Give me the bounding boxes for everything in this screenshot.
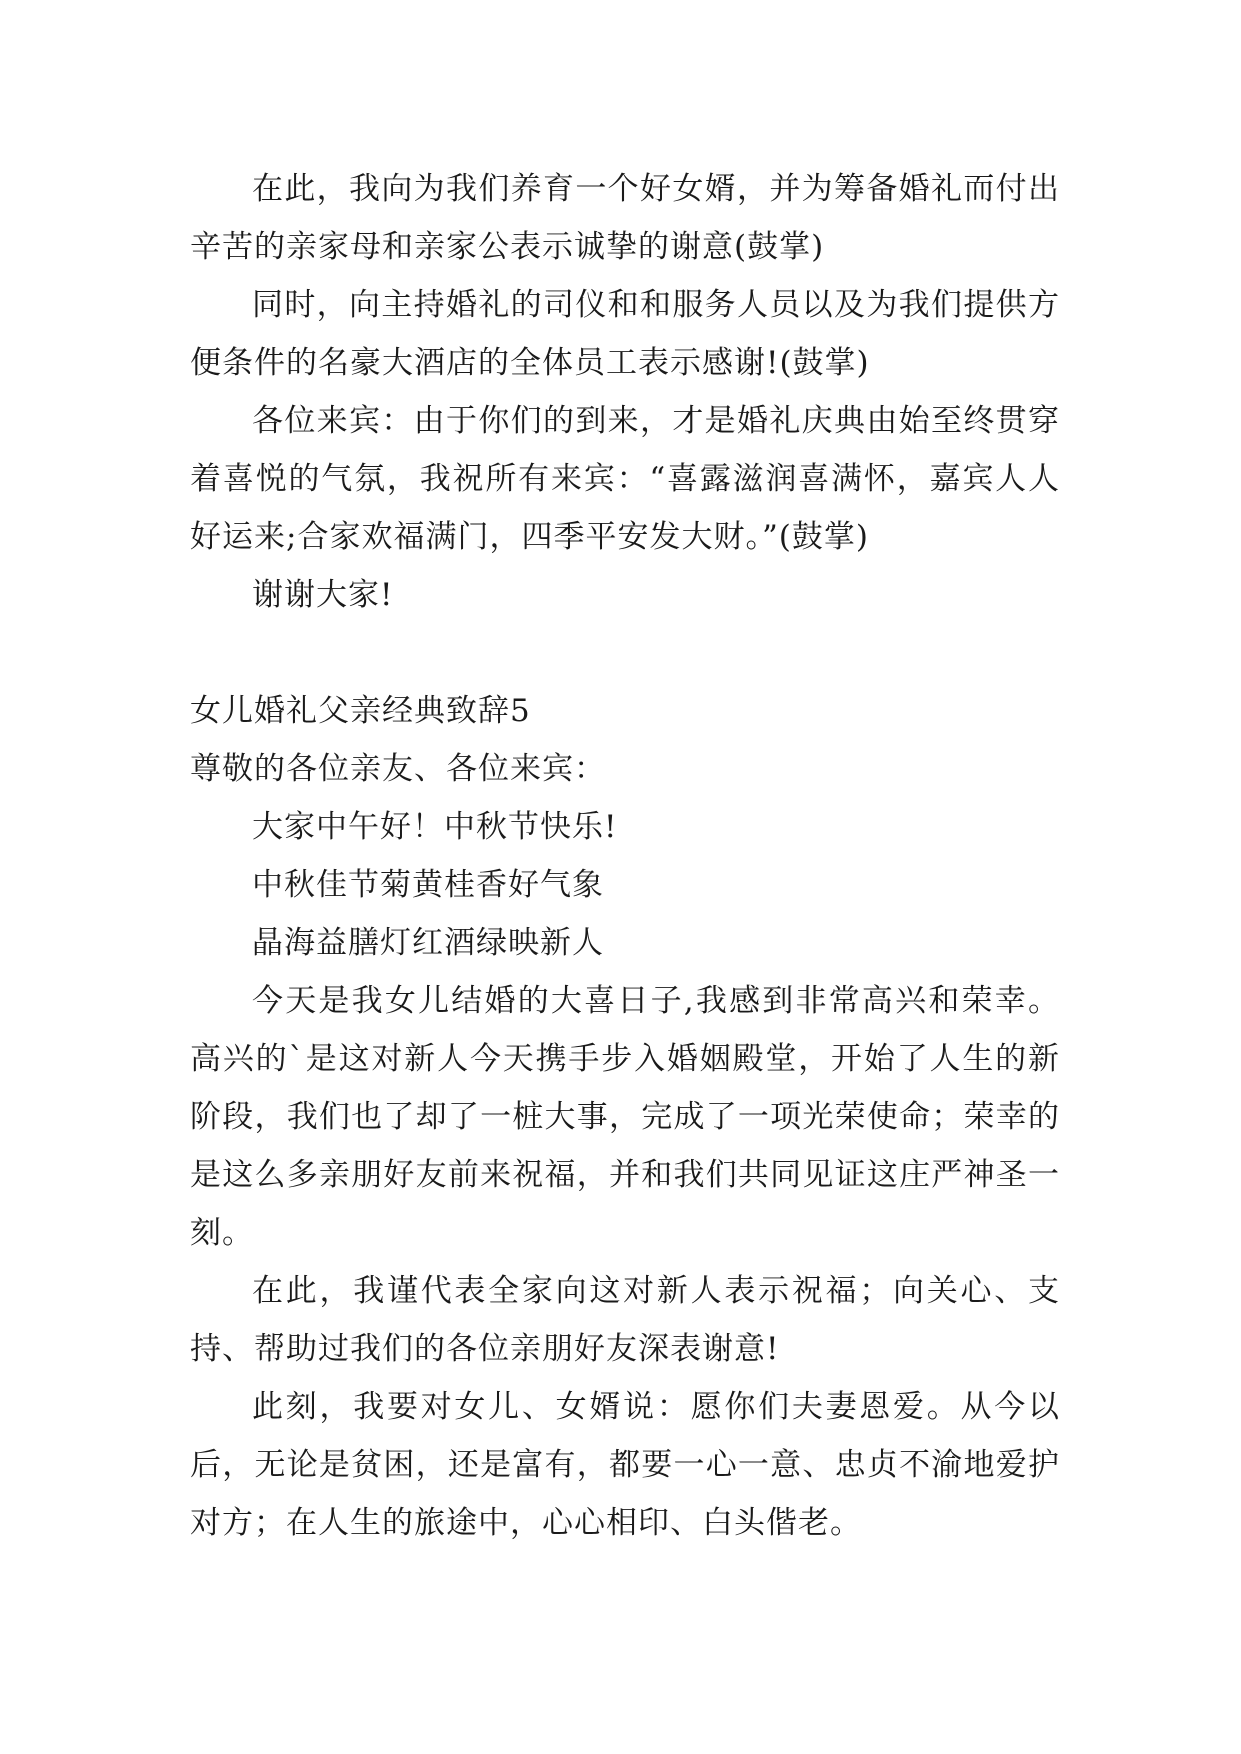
paragraph-advice-to-couple: 此刻，我要对女儿、女婿说：愿你们夫妻恩爱。从今以后，无论是贫困，还是富有，都要一心一意、忠贞不渝地爱护对方；在人生的旅途中，心心相印、白头偕老。 [190,1389,1060,1541]
paragraph-thanks-staff: 同时，向主持婚礼的司仪和和服务人员以及为我们提供方便条件的名豪大酒店的全体员工表示感谢!(鼓掌) [190,287,1060,381]
paragraph-thank-you: 谢谢大家! [252,577,394,613]
paragraph-couplet-line-1: 中秋佳节菊黄桂香好气象 [252,867,604,903]
salutation: 尊敬的各位亲友、各位来宾： [190,751,606,787]
paragraph-thanks-in-laws: 在此，我向为我们养育一个好女婿，并为筹备婚礼而付出辛苦的亲家母和亲家公表示诚挚的谢意(鼓掌) [190,171,1060,265]
section-spacer [190,624,1060,682]
paragraph-wedding-day: 今天是我女儿结婚的大喜日子,我感到非常高兴和荣幸。高兴的`是这对新人今天携手步入婚姻殿堂，开始了人生的新阶段，我们也了却了一桩大事，完成了一项光荣使命；荣幸的是这么多亲朋好友前来祝福，并和我们共同见证这庄严神圣一刻。 [190,983,1060,1251]
paragraph-greeting: 大家中午好！中秋节快乐! [252,809,618,845]
document-page [190,160,1060,1552]
section-title: 女儿婚礼父亲经典致辞5 [190,693,531,729]
paragraph-guests-blessing: 各位来宾：由于你们的到来，才是婚礼庆典由始至终贯穿着喜悦的气氛，我祝所有来宾：“喜露滋润喜满怀，嘉宾人人好运来;合家欢福满门，四季平安发大财。”(鼓掌) [190,403,1060,555]
paragraph-couplet-line-2: 晶海益膳灯红酒绿映新人 [252,925,604,961]
paragraph-family-thanks: 在此，我谨代表全家向这对新人表示祝福；向关心、支持、帮助过我们的各位亲朋好友深表谢意! [190,1273,1060,1367]
